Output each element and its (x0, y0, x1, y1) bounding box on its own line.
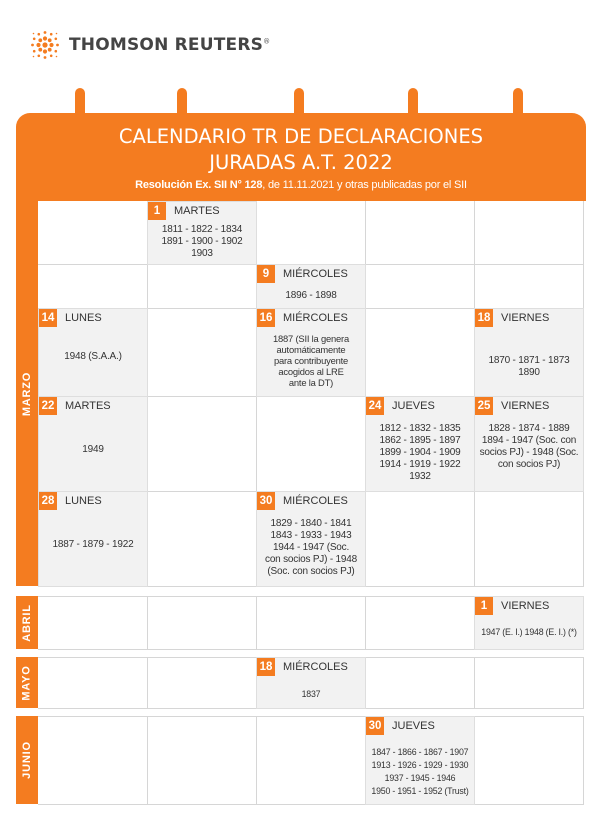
day-cell-marzo-9 (256, 264, 366, 309)
grid-line (365, 596, 366, 649)
form-codes: 1870 - 1871 - 1873 1890 (488, 355, 570, 378)
day-name: LUNES (65, 312, 102, 324)
day-cell-marzo-25 (474, 396, 584, 492)
form-codes: 1887 (SII la genera automáticamente para contribuyente acogidos al LRE ante la DT) (273, 333, 349, 388)
form-codes: 1811 - 1822 - 1834 1891 - 1900 - 1902 1903 (161, 224, 243, 259)
day-number: 14 (39, 309, 57, 327)
day-number: 28 (39, 492, 57, 510)
grid-line (256, 596, 257, 649)
grid-line (256, 716, 257, 804)
form-codes: 1837 (301, 689, 321, 699)
form-codes: 1887 - 1879 - 1922 (52, 539, 134, 550)
day-number: 22 (39, 397, 57, 415)
day-cell-marzo-22 (38, 396, 148, 492)
form-codes: 1896 - 1898 (285, 290, 337, 301)
day-name: MARTES (65, 400, 111, 412)
brand-name: THOMSON REUTERS® (69, 35, 271, 55)
thomson-reuters-dot-sphere-icon (30, 30, 60, 60)
day-cell-junio-30 (365, 716, 475, 805)
day-cell-mayo-18 (256, 657, 366, 709)
day-number: 25 (475, 397, 493, 415)
day-number: 18 (475, 309, 493, 327)
month-label-abril: ABRIL (21, 603, 34, 642)
day-name: LUNES (65, 495, 102, 507)
day-name: VIERNES (501, 312, 550, 324)
month-label-marzo: MARZO (21, 371, 34, 416)
day-name: VIERNES (501, 400, 550, 412)
day-name: MIÉRCOLES (283, 495, 348, 507)
grid-line (583, 657, 584, 708)
grid-line (147, 657, 148, 708)
calendar-subtitle: Resolución Ex. SII N° 128, de 11.11.2021 y otras publicadas por el SII (135, 179, 467, 191)
day-name: MIÉRCOLES (283, 661, 348, 673)
grid-line (147, 716, 148, 804)
day-number: 1 (475, 597, 493, 615)
day-name: MIÉRCOLES (283, 312, 348, 324)
day-number: 1 (148, 202, 166, 220)
form-codes: 1812 - 1832 - 1835 1862 - 1895 - 1897 1899 - 1904 - 1909 1914 - 1919 - 1922 1932 (379, 423, 461, 482)
form-codes: 1949 (82, 444, 104, 455)
day-number: 16 (257, 309, 275, 327)
grid-line (38, 804, 584, 805)
grid-line (583, 716, 584, 804)
day-name: MIÉRCOLES (283, 268, 348, 280)
day-cell-marzo-14 (38, 308, 148, 397)
day-cell-marzo-30 (256, 491, 366, 587)
day-number: 24 (366, 397, 384, 415)
month-label-junio: JUNIO (21, 741, 33, 779)
form-codes: 1948 (S.A.A.) (64, 351, 122, 362)
form-codes: 1947 (E. I.) 1948 (E. I.) (*) (481, 627, 577, 637)
day-cell-marzo-1 (147, 201, 257, 265)
thomson-reuters-logo (30, 30, 270, 60)
day-name: JUEVES (392, 720, 435, 732)
form-codes: 1828 - 1874 - 1889 1894 - 1947 (Soc. con socios PJ) - 1948 (Soc. con socios PJ) (479, 423, 579, 470)
grid-line (38, 716, 584, 717)
day-name: VIERNES (501, 600, 550, 612)
calendar-title: CALENDARIO TR DE DECLARACIONES JURADAS A.T. 2022 (118, 125, 484, 174)
day-cell-abril-1 (474, 596, 584, 650)
day-name: MARTES (174, 205, 220, 217)
month-label-mayo: MAYO (21, 664, 34, 701)
form-codes: 1829 - 1840 - 1841 1843 - 1933 - 1943 1944 - 1947 (Soc. con socios PJ) - 1948 (Soc. con socios PJ) (265, 518, 357, 577)
day-cell-marzo-24 (365, 396, 475, 492)
day-number: 18 (257, 658, 275, 676)
grid-line (474, 657, 475, 708)
day-number: 30 (257, 492, 275, 510)
day-cell-marzo-18 (474, 308, 584, 397)
day-number: 9 (257, 265, 275, 283)
day-name: JUEVES (392, 400, 435, 412)
day-cell-marzo-16 (256, 308, 366, 397)
calendar-header (16, 113, 586, 201)
day-number: 30 (366, 717, 384, 735)
form-codes: 1847 - 1866 - 1867 - 1907 1913 - 1926 - 1929 - 1930 1937 - 1945 - 1946 1950 - 1951 - 1952 (Trust) (371, 747, 469, 796)
grid-line (147, 596, 148, 649)
day-cell-marzo-28 (38, 491, 148, 587)
